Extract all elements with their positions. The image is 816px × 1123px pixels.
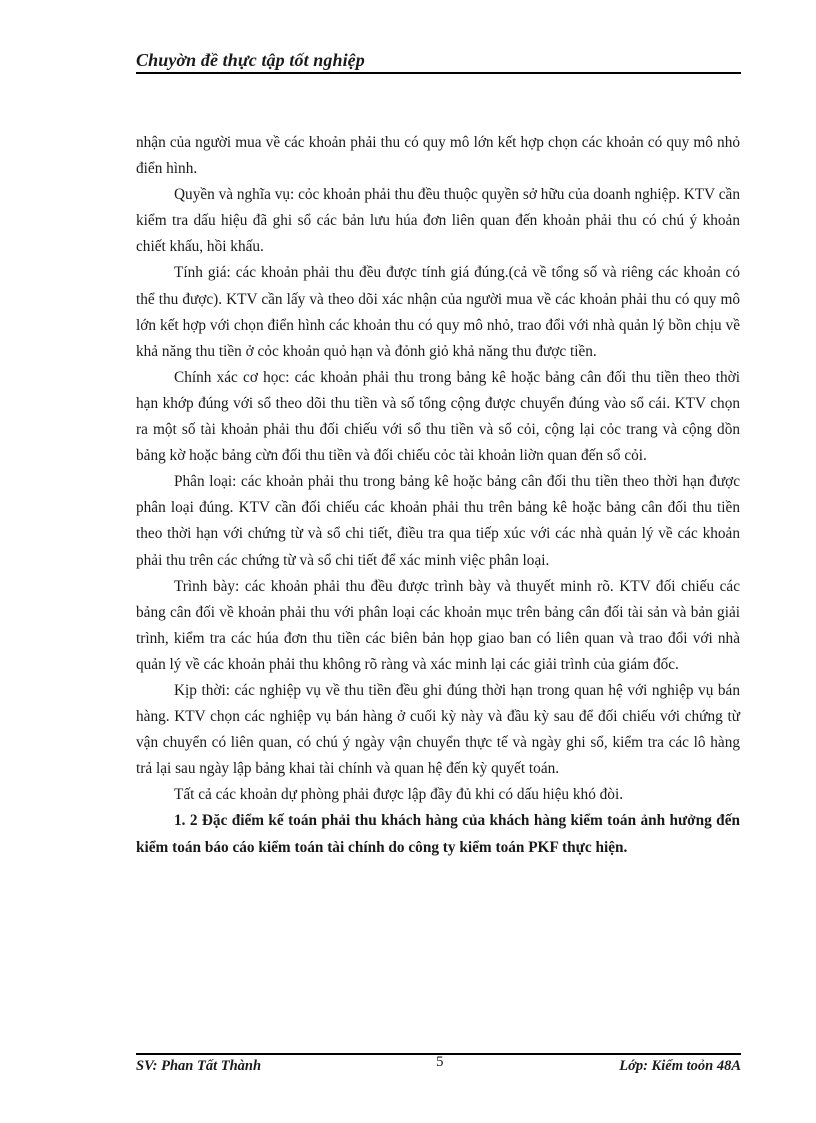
section-heading: 1. 2 Đặc điểm kế toán phải thu khách hàng của khách hàng kiểm toán ảnh hưởng đến kiểm toán báo cáo kiểm toán tài chính do công ty kiểm toán PKF thực hiện. bbox=[136, 812, 740, 856]
paragraph-mechanical-accuracy: Chính xác cơ học: các khoản phải thu trong bảng kê hoặc bảng cân đối thu tiền theo thời hạn khớp đúng với sổ theo dõi thu tiền và số tổng cộng được chuyển đúng vào sổ cái. KTV chọn ra một số tài khoản phải thu đối chiếu với sổ thu tiền và sổ cỏi, cộng lại cỏc trang và cộng dồn bảng kờ hoặc bảng cừn đối thu tiền và đối chiếu cỏc tài khoản liờn quan đến sổ cỏi. bbox=[136, 368, 740, 465]
paragraph-rights-obligations: Quyền và nghĩa vụ: cỏc khoản phải thu đều thuộc quyền sở hữu của doanh nghiệp. KTV cần kiểm tra dấu hiệu đã ghi sổ các bản lưu húa đơn liên quan đến khoản phải thu có chú ý khoản chiết khấu, hồi khấu. bbox=[136, 186, 740, 256]
paragraph-classification: Phân loại: các khoản phải thu trong bảng kê hoặc bảng cân đối thu tiền theo thời hạn được phân loại đúng. KTV cần đối chiếu các khoản phải thu trên bảng kê hoặc bảng cân đối thu tiền theo thời hạn với chứng từ và sổ chi tiết, điều tra qua tiếp xúc với các nhà quản lý về các khoản phải thu trên các chứng từ và sổ chi tiết để xác minh việc phân loại. bbox=[136, 473, 740, 569]
document-title: Chuyờn đề thực tập tốt nghiệp bbox=[136, 50, 365, 70]
paragraph-valuation: Tính giá: các khoản phải thu đều được tính giá đúng.(cả về tổng số và riêng các khoản có thể thu được). KTV cần lấy và theo dõi xác nhận của người mua về các khoản phải thu có quy mô lớn kết hợp với chọn điển hình các khoản thu có quy mô nhỏ, trao đổi với nhà quản lý bồn chịu về khả năng thu tiền ở cỏc khoản quỏ hạn và đỏnh giỏ khả năng thu được tiền. bbox=[136, 264, 740, 360]
page-header bbox=[136, 46, 741, 74]
paragraph-provisions: Tất cả các khoản dự phòng phải được lập đầy đủ khi có dấu hiệu khó đòi. bbox=[174, 786, 624, 804]
footer-class-name: Lớp: Kiểm toỏn 48A bbox=[619, 1058, 741, 1074]
document-body bbox=[136, 130, 740, 861]
page-footer bbox=[136, 1056, 741, 1078]
paragraph-timeliness: Kịp thời: các nghiệp vụ về thu tiền đều ghi đúng thời hạn trong quan hệ với nghiệp vụ bán hàng. KTV chọn các nghiệp vụ bán hàng ở cuối kỳ này và đầu kỳ sau để đối chiếu với chứng từ vận chuyển có liên quan, có chú ý ngày vận chuyển thực tế và ngày ghi sổ, kiểm tra các lô hàng trả lại sau ngày lập bảng khai tài chính và quan hệ đến kỳ quyết toán. bbox=[136, 681, 740, 778]
paragraph-presentation: Trình bày: các khoản phải thu đều được trình bày và thuyết minh rõ. KTV đối chiếu các bảng cân đối về khoản phải thu với phân loại các khoản mục trên bảng cân đối tài sản và bản giải trình, kiểm tra các húa đơn thu tiền các biên bản họp giao ban có liên quan và trao đổi với nhà quản lý về các khoản phải thu không rõ ràng và xác minh lại các giải trình của giám đốc. bbox=[136, 577, 740, 673]
page-number: 5 bbox=[436, 1054, 444, 1070]
footer-student-name: SV: Phan Tất Thành bbox=[136, 1058, 262, 1074]
paragraph-intro: nhận của người mua về các khoản phải thu có quy mô lớn kết hợp chọn các khoản có quy mô nhỏ điển hình. bbox=[136, 134, 740, 178]
